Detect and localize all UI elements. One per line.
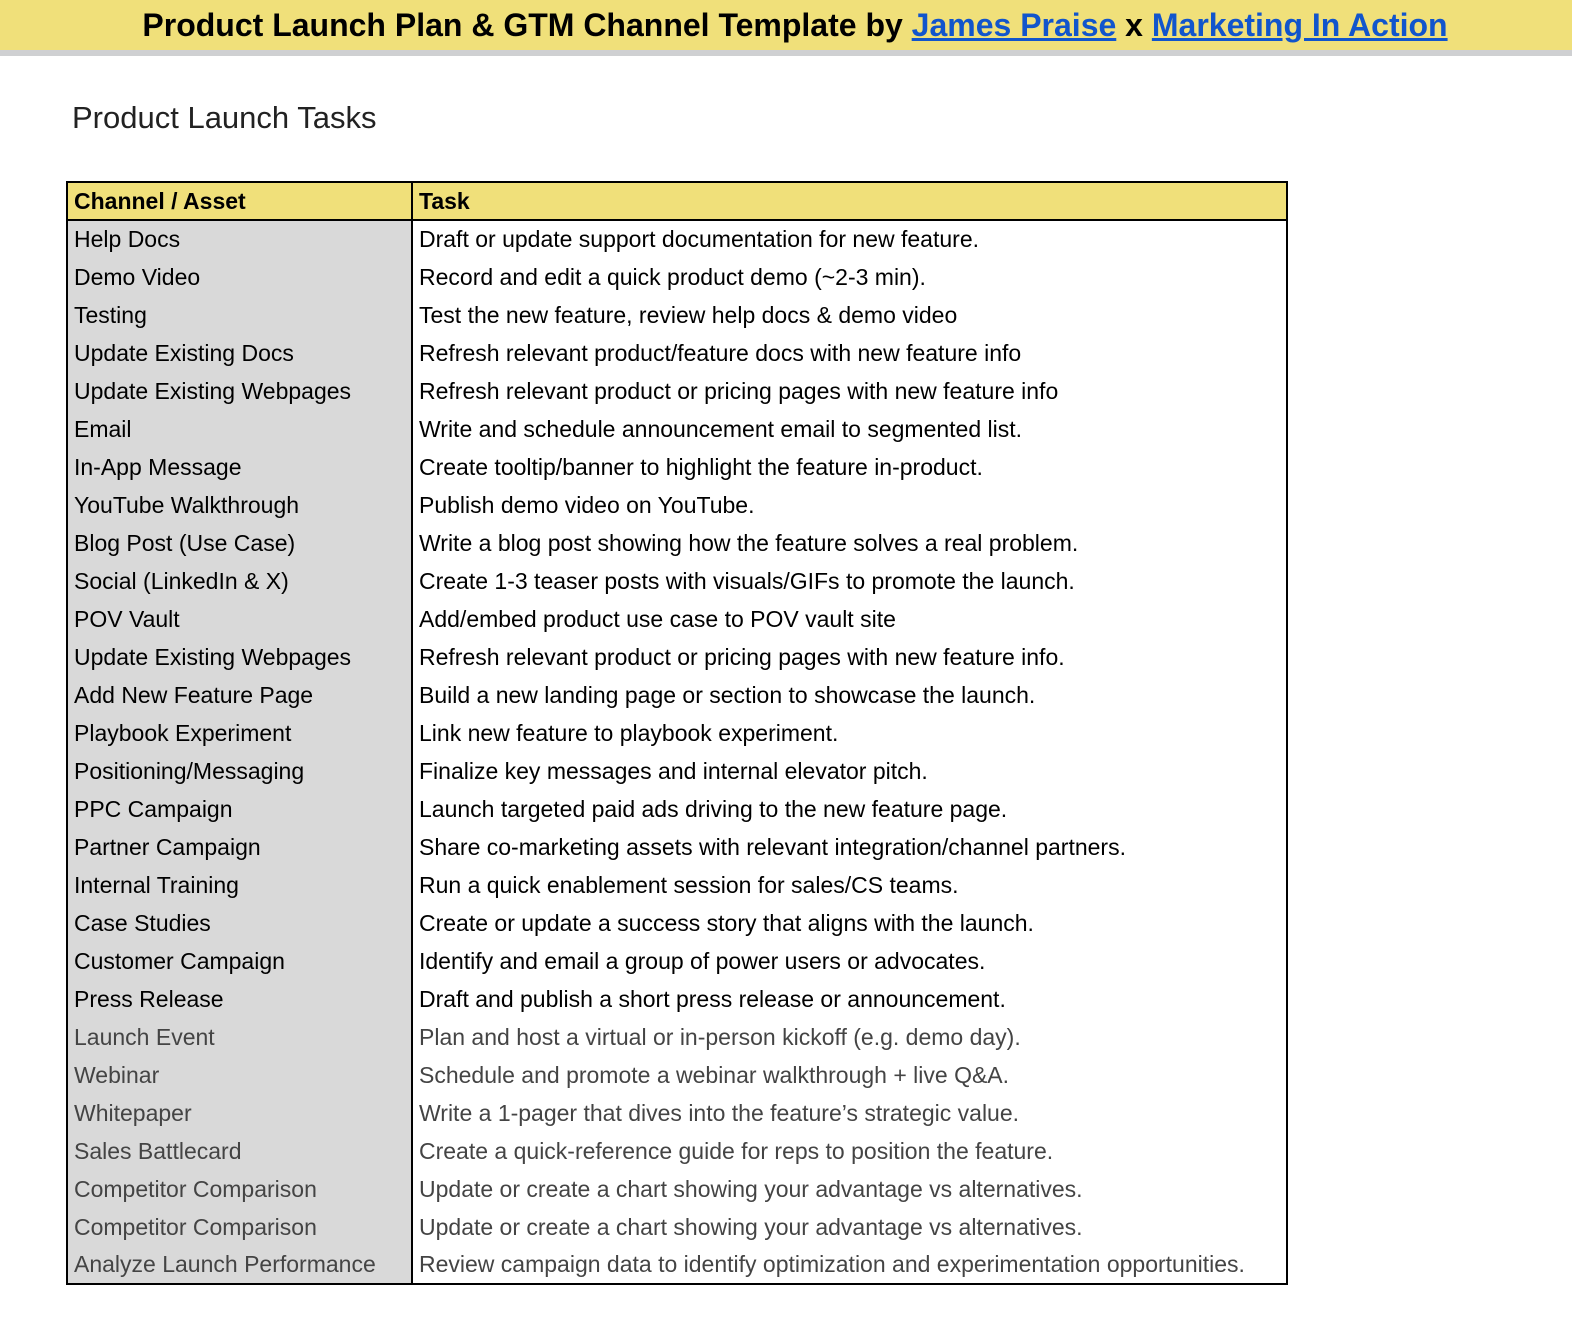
table-row	[67, 372, 1287, 410]
table-row	[67, 1094, 1287, 1132]
channel-cell[interactable]: Demo Video	[67, 258, 412, 296]
task-cell[interactable]: Refresh relevant product or pricing pages with new feature info	[412, 372, 1287, 410]
task-cell[interactable]: Record and edit a quick product demo (~2-3 min).	[412, 258, 1287, 296]
table-row	[67, 980, 1287, 1018]
channel-cell[interactable]: Social (LinkedIn & X)	[67, 562, 412, 600]
task-cell[interactable]: Create tooltip/banner to highlight the feature in-product.	[412, 448, 1287, 486]
table-row	[67, 410, 1287, 448]
task-cell[interactable]: Build a new landing page or section to showcase the launch.	[412, 676, 1287, 714]
channel-cell[interactable]: Customer Campaign	[67, 942, 412, 980]
banner-title-prefix: Product Launch Plan & GTM Channel Template by	[142, 6, 912, 43]
task-cell[interactable]: Add/embed product use case to POV vault site	[412, 600, 1287, 638]
section-heading: Product Launch Tasks	[72, 100, 377, 135]
table-row	[67, 1132, 1287, 1170]
task-cell[interactable]: Write a 1-pager that dives into the feature’s strategic value.	[412, 1094, 1287, 1132]
channel-cell[interactable]: YouTube Walkthrough	[67, 486, 412, 524]
marketing-in-action-link[interactable]: Marketing In Action	[1151, 6, 1448, 43]
task-cell[interactable]: Plan and host a virtual or in-person kickoff (e.g. demo day).	[412, 1018, 1287, 1056]
banner-title	[124, 7, 1447, 44]
table-row	[67, 258, 1287, 296]
task-cell[interactable]: Test the new feature, review help docs & demo video	[412, 296, 1287, 334]
channel-cell[interactable]: Case Studies	[67, 904, 412, 942]
table-row	[67, 1170, 1287, 1208]
title-banner	[0, 0, 1572, 56]
task-cell[interactable]: Draft and publish a short press release or announcement.	[412, 980, 1287, 1018]
task-cell[interactable]: Run a quick enablement session for sales/CS teams.	[412, 866, 1287, 904]
table-row	[67, 220, 1287, 258]
table-body	[67, 220, 1287, 1284]
table-row	[67, 904, 1287, 942]
task-cell[interactable]: Refresh relevant product/feature docs with new feature info	[412, 334, 1287, 372]
table-row	[67, 334, 1287, 372]
task-cell[interactable]: Write a blog post showing how the feature solves a real problem.	[412, 524, 1287, 562]
task-cell[interactable]: Refresh relevant product or pricing pages with new feature info.	[412, 638, 1287, 676]
james-praise-link[interactable]: James Praise	[911, 6, 1117, 43]
table-header-row	[67, 182, 1287, 220]
channel-cell[interactable]: Internal Training	[67, 866, 412, 904]
channel-cell[interactable]: PPC Campaign	[67, 790, 412, 828]
table-row	[67, 790, 1287, 828]
table-row	[67, 296, 1287, 334]
table-row	[67, 866, 1287, 904]
table-row	[67, 1246, 1287, 1284]
channel-cell[interactable]: Playbook Experiment	[67, 714, 412, 752]
channel-cell[interactable]: Add New Feature Page	[67, 676, 412, 714]
table-row	[67, 1208, 1287, 1246]
channel-cell[interactable]: Press Release	[67, 980, 412, 1018]
table-row	[67, 828, 1287, 866]
task-cell[interactable]: Create a quick-reference guide for reps to position the feature.	[412, 1132, 1287, 1170]
channel-cell[interactable]: Partner Campaign	[67, 828, 412, 866]
channel-cell[interactable]: Help Docs	[67, 220, 412, 258]
channel-cell[interactable]: Analyze Launch Performance	[67, 1246, 412, 1284]
channel-cell[interactable]: Update Existing Docs	[67, 334, 412, 372]
table-row	[67, 638, 1287, 676]
task-cell[interactable]: Update or create a chart showing your advantage vs alternatives.	[412, 1208, 1287, 1246]
channel-cell[interactable]: Testing	[67, 296, 412, 334]
header-task[interactable]: Task	[412, 182, 1287, 220]
channel-cell[interactable]: Update Existing Webpages	[67, 638, 412, 676]
task-cell[interactable]: Link new feature to playbook experiment.	[412, 714, 1287, 752]
task-cell[interactable]: Share co-marketing assets with relevant integration/channel partners.	[412, 828, 1287, 866]
channel-cell[interactable]: Launch Event	[67, 1018, 412, 1056]
table-row	[67, 486, 1287, 524]
header-channel-asset[interactable]: Channel / Asset	[67, 182, 412, 220]
channel-cell[interactable]: Competitor Comparison	[67, 1208, 412, 1246]
table-row	[67, 524, 1287, 562]
channel-cell[interactable]: Update Existing Webpages	[67, 372, 412, 410]
banner-separator: x	[1116, 6, 1152, 43]
table-row	[67, 752, 1287, 790]
channel-cell[interactable]: In-App Message	[67, 448, 412, 486]
channel-cell[interactable]: Competitor Comparison	[67, 1170, 412, 1208]
channel-cell[interactable]: Email	[67, 410, 412, 448]
task-cell[interactable]: Review campaign data to identify optimization and experimentation opportunities.	[412, 1246, 1287, 1284]
tasks-table	[66, 181, 1288, 1285]
channel-cell[interactable]: Positioning/Messaging	[67, 752, 412, 790]
table-row	[67, 714, 1287, 752]
channel-cell[interactable]: Blog Post (Use Case)	[67, 524, 412, 562]
table-row	[67, 600, 1287, 638]
task-cell[interactable]: Create 1-3 teaser posts with visuals/GIFs to promote the launch.	[412, 562, 1287, 600]
task-cell[interactable]: Schedule and promote a webinar walkthrough + live Q&A.	[412, 1056, 1287, 1094]
table-row	[67, 448, 1287, 486]
task-cell[interactable]: Create or update a success story that aligns with the launch.	[412, 904, 1287, 942]
table-row	[67, 562, 1287, 600]
task-cell[interactable]: Launch targeted paid ads driving to the new feature page.	[412, 790, 1287, 828]
table-row	[67, 1018, 1287, 1056]
table-row	[67, 1056, 1287, 1094]
task-cell[interactable]: Identify and email a group of power users or advocates.	[412, 942, 1287, 980]
table-row	[67, 676, 1287, 714]
task-cell[interactable]: Update or create a chart showing your advantage vs alternatives.	[412, 1170, 1287, 1208]
channel-cell[interactable]: POV Vault	[67, 600, 412, 638]
channel-cell[interactable]: Whitepaper	[67, 1094, 412, 1132]
task-cell[interactable]: Publish demo video on YouTube.	[412, 486, 1287, 524]
table-row	[67, 942, 1287, 980]
task-cell[interactable]: Draft or update support documentation for new feature.	[412, 220, 1287, 258]
task-cell[interactable]: Finalize key messages and internal elevator pitch.	[412, 752, 1287, 790]
channel-cell[interactable]: Sales Battlecard	[67, 1132, 412, 1170]
channel-cell[interactable]: Webinar	[67, 1056, 412, 1094]
task-cell[interactable]: Write and schedule announcement email to segmented list.	[412, 410, 1287, 448]
